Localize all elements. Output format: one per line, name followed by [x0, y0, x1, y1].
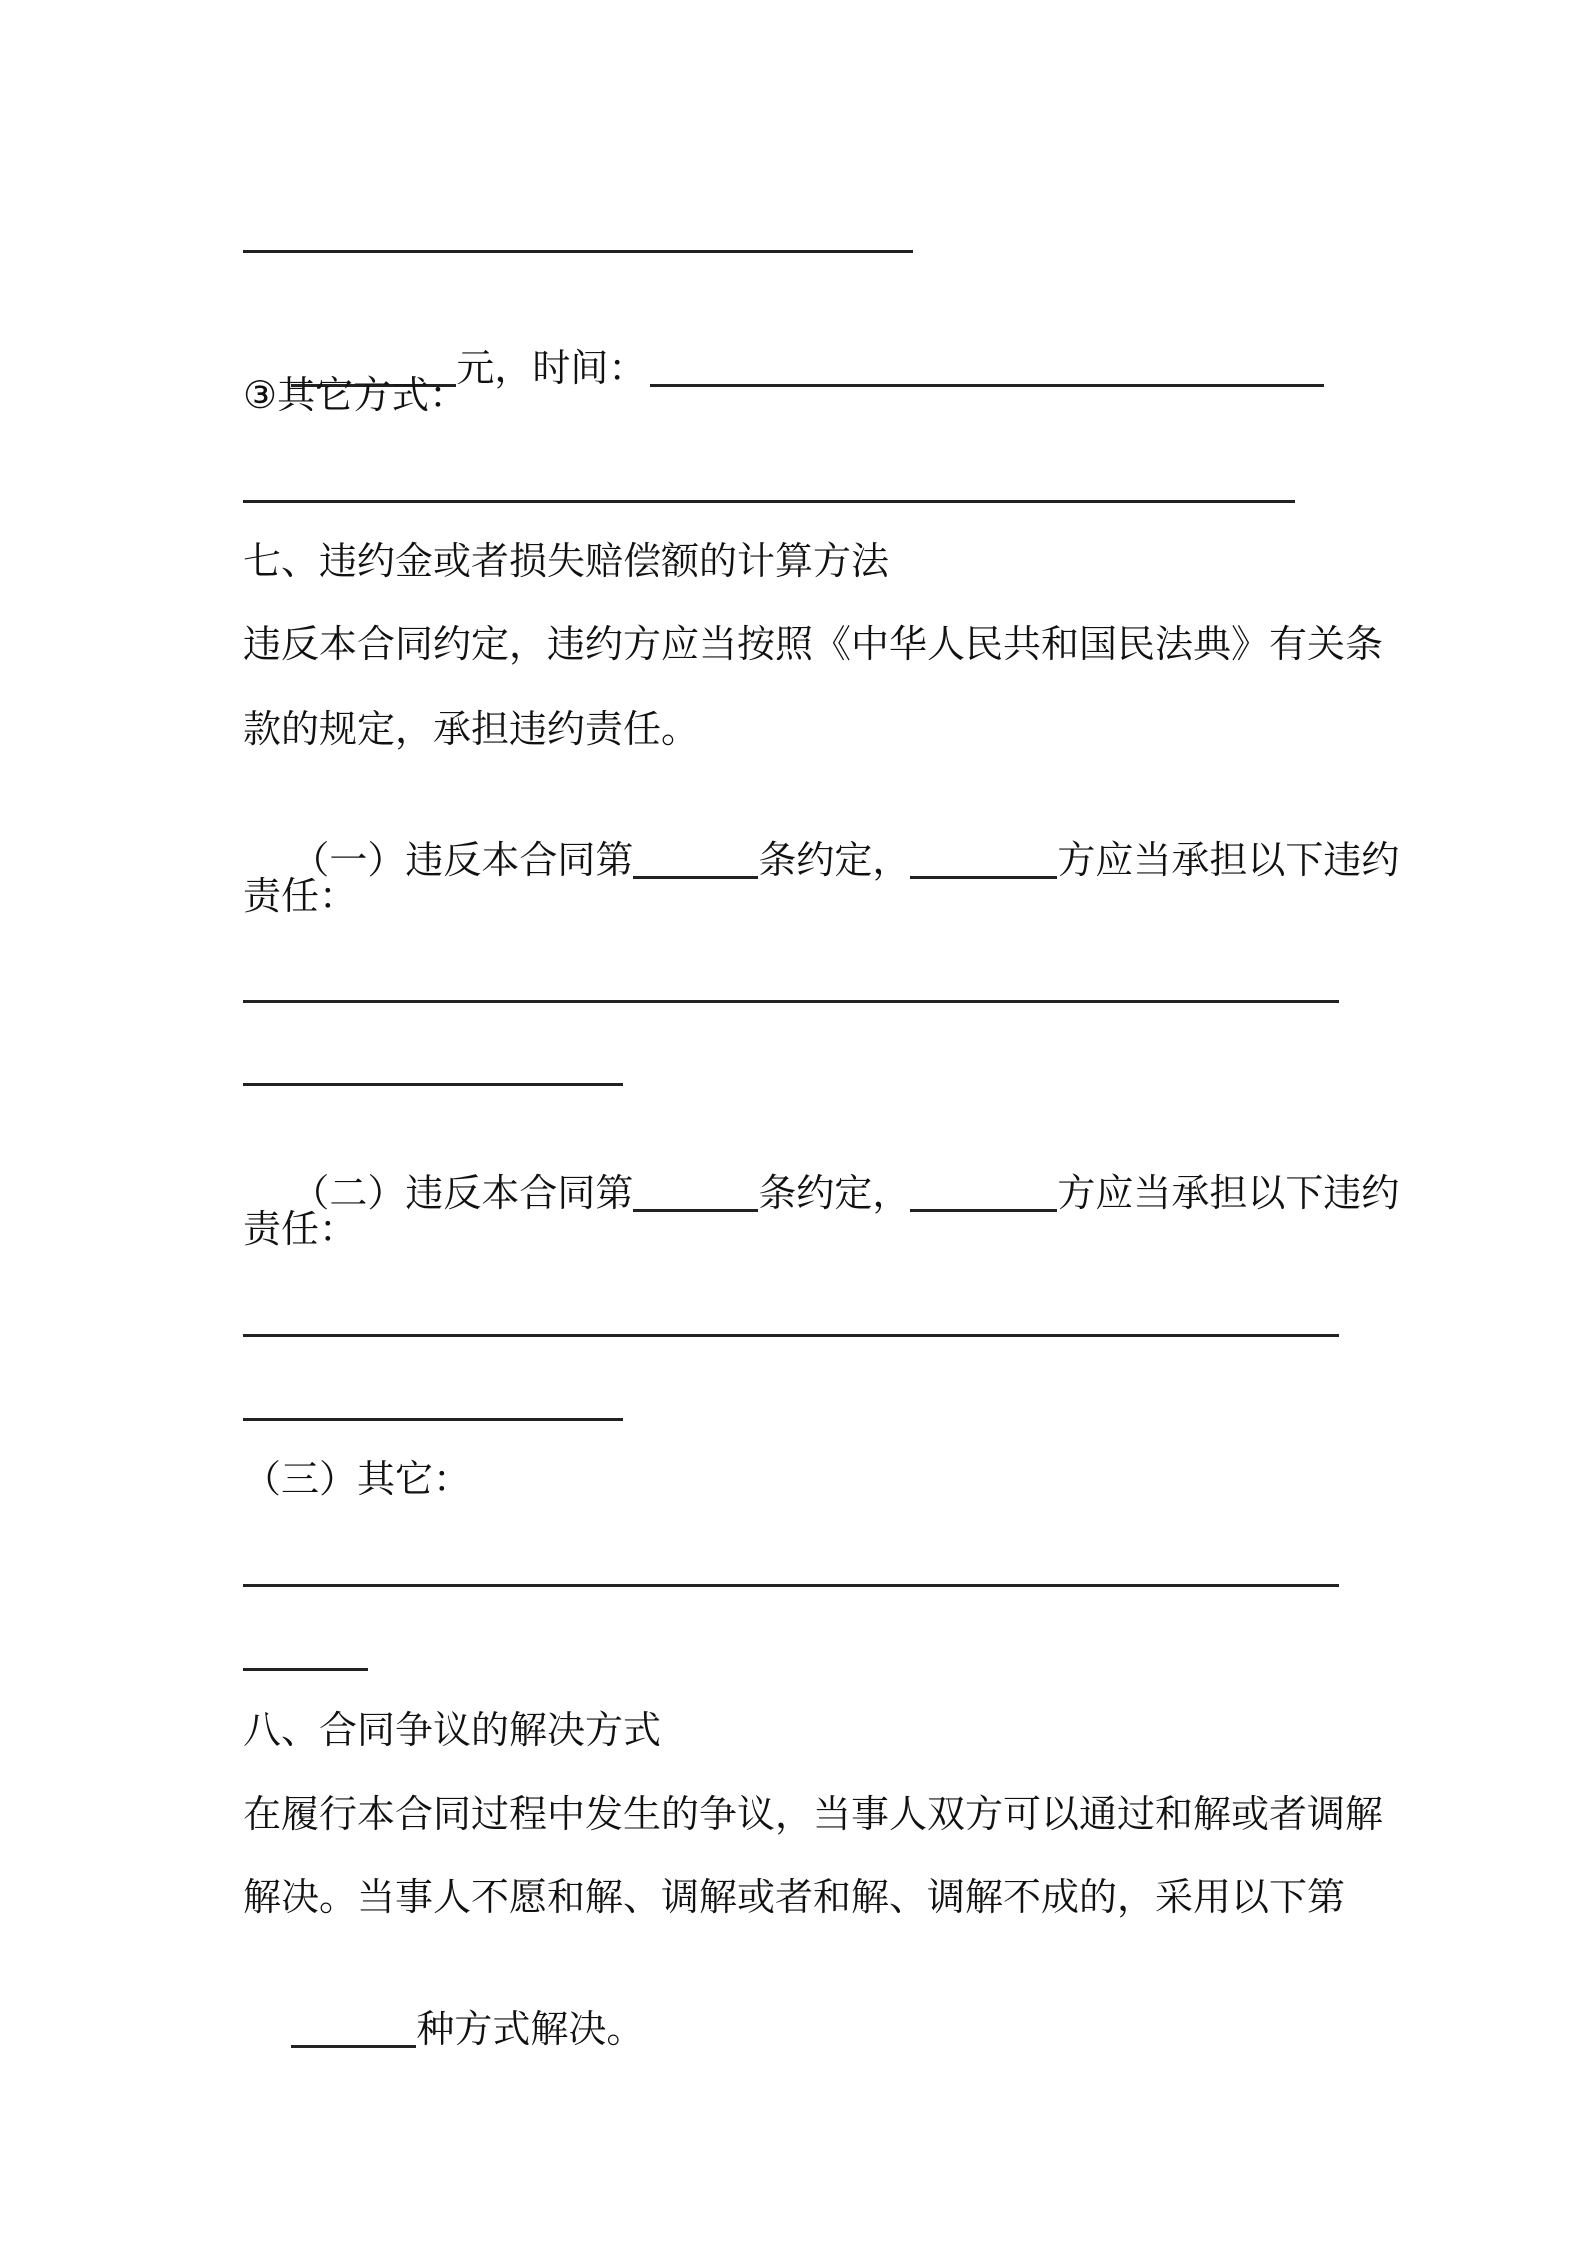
blank-line [243, 1418, 623, 1421]
other-method-label: ③其它方式： [243, 373, 468, 417]
section-7-heading: 七、违约金或者损失赔偿额的计算方法 [243, 539, 890, 583]
item-2-pre: （二）违反本合同第 [291, 1171, 634, 1215]
blank-field [650, 384, 1324, 387]
blank-field [633, 1209, 758, 1212]
blank-line [243, 500, 1295, 503]
blank-field [910, 876, 1057, 879]
blank-field [633, 876, 758, 879]
item-2-post: 方应当承担以下违约 [1057, 1171, 1400, 1215]
method-suffix: 种方式解决。 [416, 2007, 645, 2051]
yuan-time-label: 元，时间： [456, 346, 647, 390]
blank-field [910, 1209, 1057, 1212]
item-1-post: 方应当承担以下违约 [1057, 838, 1400, 882]
item-2-tail: 责任： [243, 1207, 358, 1251]
item-2-line [243, 1121, 1399, 1265]
item-1-mid: 条约定， [758, 838, 911, 882]
item-1-tail: 责任： [243, 874, 358, 918]
blank-line [243, 1334, 1339, 1337]
item-1-pre: （一）违反本合同第 [291, 838, 634, 882]
section-7-paragraph-line-1: 违反本合同约定，违约方应当按照《中华人民共和国民法典》有关条 [243, 622, 1384, 666]
blank-line [243, 1083, 623, 1086]
section-8-paragraph-line-1: 在履行本合同过程中发生的争议，当事人双方可以通过和解或者调解 [243, 1792, 1384, 1836]
item-3-line: （三）其它： [243, 1457, 472, 1501]
section-8-paragraph-line-2: 解决。当事人不愿和解、调解或者和解、调解不成的，采用以下第 [243, 1875, 1346, 1919]
section-8-heading: 八、合同争议的解决方式 [243, 1708, 662, 1752]
blank-field [291, 2045, 416, 2048]
section-7-paragraph-line-2: 款的规定，承担违约责任。 [243, 707, 700, 751]
blank-line [243, 1584, 1339, 1587]
blank-line [243, 1668, 368, 1671]
item-1-line [243, 788, 1399, 932]
blank-line [243, 250, 913, 253]
section-8-paragraph-line-3 [243, 1957, 644, 2101]
item-2-mid: 条约定， [758, 1171, 911, 1215]
blank-line [243, 1000, 1339, 1003]
